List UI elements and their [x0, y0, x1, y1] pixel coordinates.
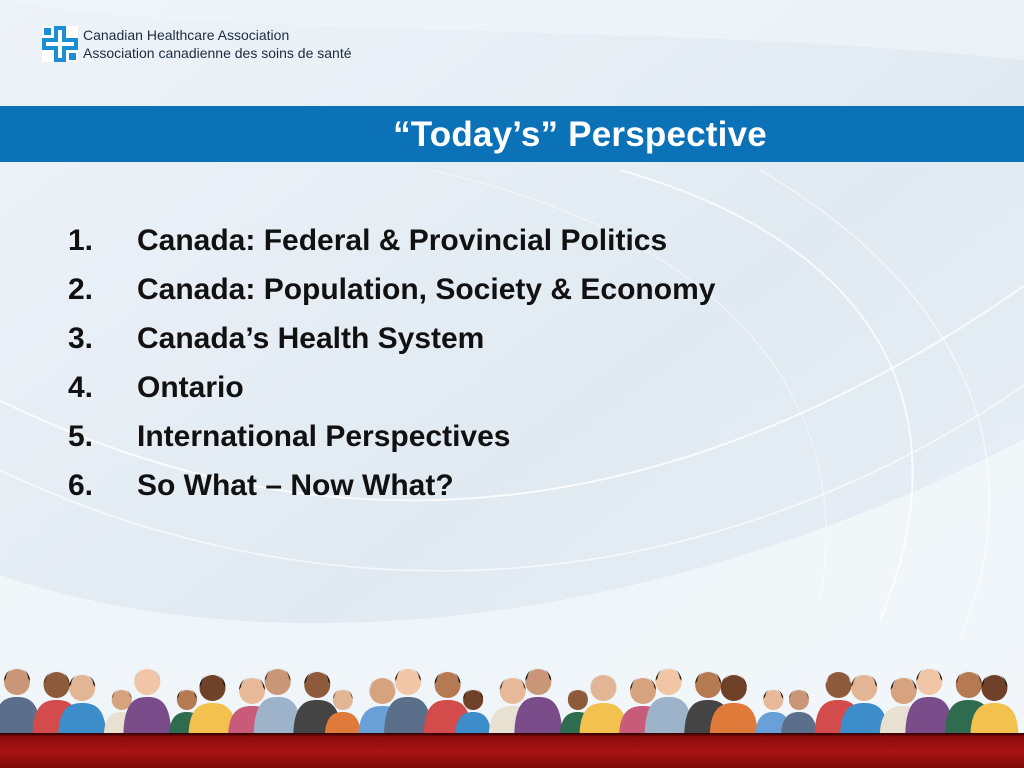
agenda-item	[68, 412, 715, 461]
agenda-item-text: Canada’s Health System	[137, 321, 485, 355]
agenda-item	[68, 265, 715, 314]
footer-bar	[0, 733, 1024, 768]
agenda-item	[68, 216, 715, 265]
people-photo-strip	[0, 650, 1024, 738]
agenda-item-number: 6.	[68, 468, 94, 502]
organization-name-french: Association canadienne des soins de santé	[83, 45, 352, 61]
organization-name	[83, 26, 352, 62]
agenda-item-number: 3.	[68, 321, 94, 355]
agenda-item-number: 1.	[68, 223, 94, 257]
agenda-item-number: 2.	[68, 272, 94, 306]
agenda-item-text: International Perspectives	[137, 419, 511, 453]
agenda-list	[68, 216, 715, 510]
agenda-item-text: Canada: Population, Society & Economy	[137, 272, 716, 306]
agenda-item-number: 5.	[68, 419, 94, 453]
agenda-item	[68, 314, 715, 363]
cha-cross-logo-icon	[42, 26, 78, 62]
slide-title: “Today’s” Perspective	[393, 115, 767, 154]
person-figure	[781, 689, 817, 738]
agenda-item	[68, 461, 715, 510]
agenda-item-text: Canada: Federal & Provincial Politics	[137, 223, 668, 257]
agenda-item	[68, 363, 715, 412]
agenda-item-number: 4.	[68, 370, 94, 404]
agenda-item-text: So What – Now What?	[137, 468, 454, 502]
person-figure	[514, 668, 562, 738]
title-bar	[0, 106, 1024, 162]
organization-name-english: Canadian Healthcare Association	[83, 27, 290, 43]
organization-logo	[42, 26, 352, 62]
agenda-item-text: Ontario	[137, 370, 244, 404]
